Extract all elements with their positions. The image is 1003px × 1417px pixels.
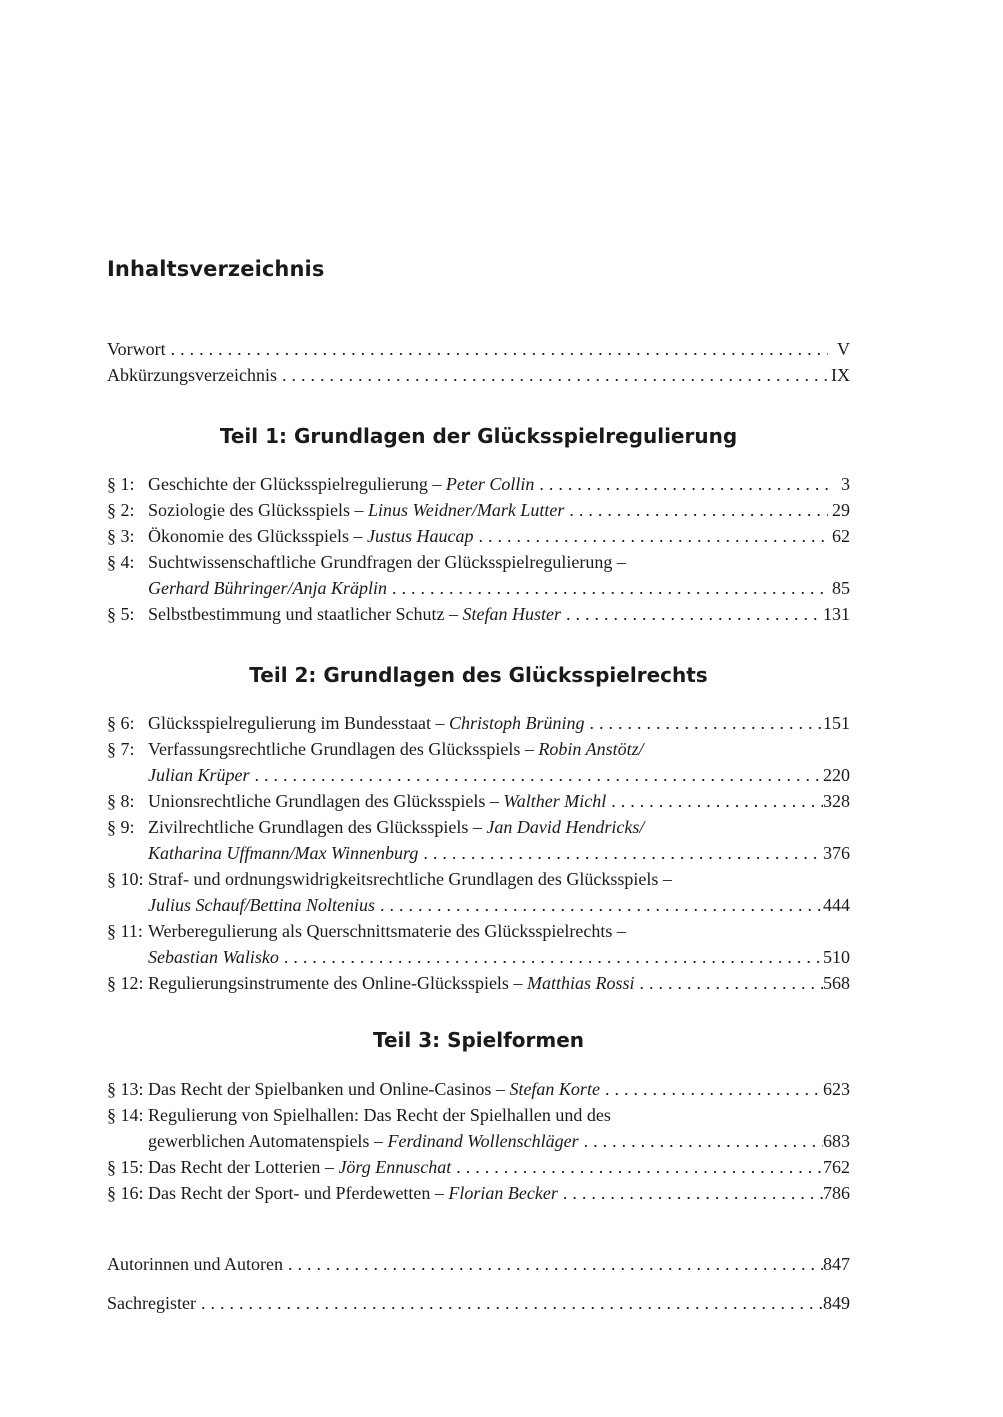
page-number: 151 [823,713,850,733]
dot-leader [584,710,823,736]
toc-entry [107,736,850,762]
toc-entry [107,497,850,523]
toc-entry-continuation [107,840,850,866]
entry-title: Regulierung von Spielhallen: Das Recht der Spielhallen und des [148,1105,611,1125]
section-number: § 5: [107,604,135,624]
dot-leader [250,762,824,788]
entry-title: Regulierungsinstrumente des Online-Glücksspiels – Matthias Rossi [148,973,635,993]
entry-title: Selbstbestimmung und staatlicher Schutz – Stefan Huster [148,604,561,624]
entry-title: Werberegulierung als Querschnittsmaterie des Glücksspielrechts – [148,921,626,941]
section-number: § 3: [107,526,135,546]
dot-leader [564,497,828,523]
dot-leader [600,1076,823,1102]
entry-title: Das Recht der Sport- und Pferdewetten – Florian Becker [148,1183,558,1203]
entry-author: Jörg Ennuschat [338,1157,452,1177]
entry-author: Ferdinand Wollenschläger [387,1131,579,1151]
entry-title [148,840,418,866]
entry-title: Straf- und ordnungswidrigkeitsrechtliche Grundlagen des Glücksspiels – [148,869,672,889]
entry-title: Verfassungsrechtliche Grundlagen des Glücksspiels – Robin Anstötz/ [148,739,644,759]
entry-author: Julian Krüper [148,765,250,785]
entry-title [148,892,375,918]
entry-title: Zivilrechtliche Grundlagen des Glücksspiels – Jan David Hendricks/ [148,817,645,837]
toc-entry [107,1154,850,1180]
front-entry [107,336,850,362]
dot-leader [451,1154,823,1180]
page-number: 62 [832,526,850,546]
entry-title: Das Recht der Spielbanken und Online-Casinos – Stefan Korte [148,1079,600,1099]
part-heading: Teil 2: Grundlagen des Glücksspielrechts [249,663,708,687]
page-number: 762 [823,1157,850,1177]
toc-entry [107,970,850,996]
page-title: Inhaltsverzeichnis [107,257,325,281]
page-number: 376 [823,843,850,863]
entry-author: Christoph Brüning [448,713,585,733]
section-number: § 2: [107,500,135,520]
section-number: § 13: [107,1079,144,1099]
part-heading: Teil 3: Spielformen [372,1028,585,1052]
toc-entry-continuation [107,1128,850,1154]
dot-leader [375,892,823,918]
section-number: § 4: [107,552,135,572]
entry-title [148,575,387,601]
entry-title: Abkürzungsverzeichnis [107,365,277,385]
toc-entry [107,866,850,892]
toc-entry [107,1076,850,1102]
entry-author: Matthias Rossi [526,973,635,993]
toc-entry [107,814,850,840]
section-number: § 9: [107,817,135,837]
page-number: 847 [823,1254,850,1274]
back-entry [107,1251,850,1277]
dot-leader [387,575,828,601]
toc-entry [107,1180,850,1206]
entry-author: Sebastian Walisko [148,947,279,967]
entry-author: Linus Weidner/Mark Lutter [367,500,565,520]
section-number: § 10: [107,869,144,889]
toc-entry [107,1102,850,1128]
entry-author: Julius Schauf/Bettina Noltenius [148,895,375,915]
dot-leader [558,1180,823,1206]
page-number: 568 [823,973,850,993]
entry-author: Gerhard Bühringer/Anja Kräplin [148,578,388,598]
dot-leader [166,336,828,362]
dot-leader [196,1290,823,1316]
entry-author: Justus Haucap [366,526,474,546]
toc-entry [107,918,850,944]
page-number: V [837,339,850,359]
entry-author: Walther Michl [503,791,607,811]
entry-title: Soziologie des Glücksspiels – Linus Weidner/Mark Lutter [148,500,565,520]
page-number: 623 [823,1079,850,1099]
page-number: IX [831,365,850,385]
toc-entry [107,788,850,814]
entry-title [148,762,250,788]
dot-leader [579,1128,823,1154]
toc-entry [107,549,850,575]
back-entry [107,1290,850,1316]
entry-title: Ökonomie des Glücksspiels – Justus Haucap [148,526,474,546]
dot-leader [534,471,828,497]
toc-entry-continuation [107,575,850,601]
section-number: § 6: [107,713,135,733]
page-number: 786 [823,1183,850,1203]
entry-author: Stefan Huster [462,604,561,624]
entry-author: Jan David Hendricks/ [486,817,645,837]
toc-entry [107,601,850,627]
page-number: 3 [841,474,850,494]
section-number: § 7: [107,739,135,759]
dot-leader [634,970,823,996]
section-number: § 8: [107,791,135,811]
entry-title: Vorwort [107,339,166,359]
entry-title: Unionsrechtliche Grundlagen des Glücksspiels – Walther Michl [148,791,607,811]
section-number: § 16: [107,1183,144,1203]
section-number: § 11: [107,921,143,941]
page-number: 85 [832,578,850,598]
page-number: 444 [823,895,850,915]
entry-author: Katharina Uffmann/Max Winnenburg [148,843,419,863]
page-number: 131 [823,604,850,624]
toc-entry [107,710,850,736]
section-number: § 12: [107,973,144,993]
page-number: 510 [823,947,850,967]
section-number: § 15: [107,1157,144,1177]
toc-entry-continuation [107,944,850,970]
toc-entry [107,523,850,549]
section-number: § 1: [107,474,135,494]
page-number: 220 [823,765,850,785]
entry-author: Stefan Korte [509,1079,600,1099]
page-number: 29 [832,500,850,520]
entry-title: Geschichte der Glücksspielregulierung – Peter Collin [148,474,535,494]
toc-entry-continuation [107,892,850,918]
dot-leader [279,944,823,970]
entry-title: gewerblichen Automatenspiels – Ferdinand Wollenschläger [148,1131,579,1151]
dot-leader [283,1251,823,1277]
dot-leader [606,788,823,814]
entry-author: Peter Collin [445,474,535,494]
page-number: 328 [823,791,850,811]
entry-author: Robin Anstötz/ [538,739,644,759]
entry-title: Sachregister [107,1293,196,1313]
dot-leader [561,601,823,627]
entry-title: Das Recht der Lotterien – Jörg Ennuschat [148,1157,452,1177]
entry-title: Autorinnen und Autoren [107,1254,283,1274]
entry-title: Glücksspielregulierung im Bundesstaat – Christoph Brüning [148,713,585,733]
front-entry [107,362,850,388]
page-number: 849 [823,1293,850,1313]
dot-leader [473,523,828,549]
entry-title: Suchtwissenschaftliche Grundfragen der Glücksspielregulierung – [148,552,626,572]
dot-leader [418,840,823,866]
part-heading: Teil 1: Grundlagen der Glücksspielregulierung [219,424,738,448]
entry-author: Florian Becker [448,1183,558,1203]
entry-title [148,944,279,970]
dot-leader [277,362,828,388]
page-number: 683 [823,1131,850,1151]
toc-entry [107,471,850,497]
toc-entry-continuation [107,762,850,788]
section-number: § 14: [107,1105,144,1125]
